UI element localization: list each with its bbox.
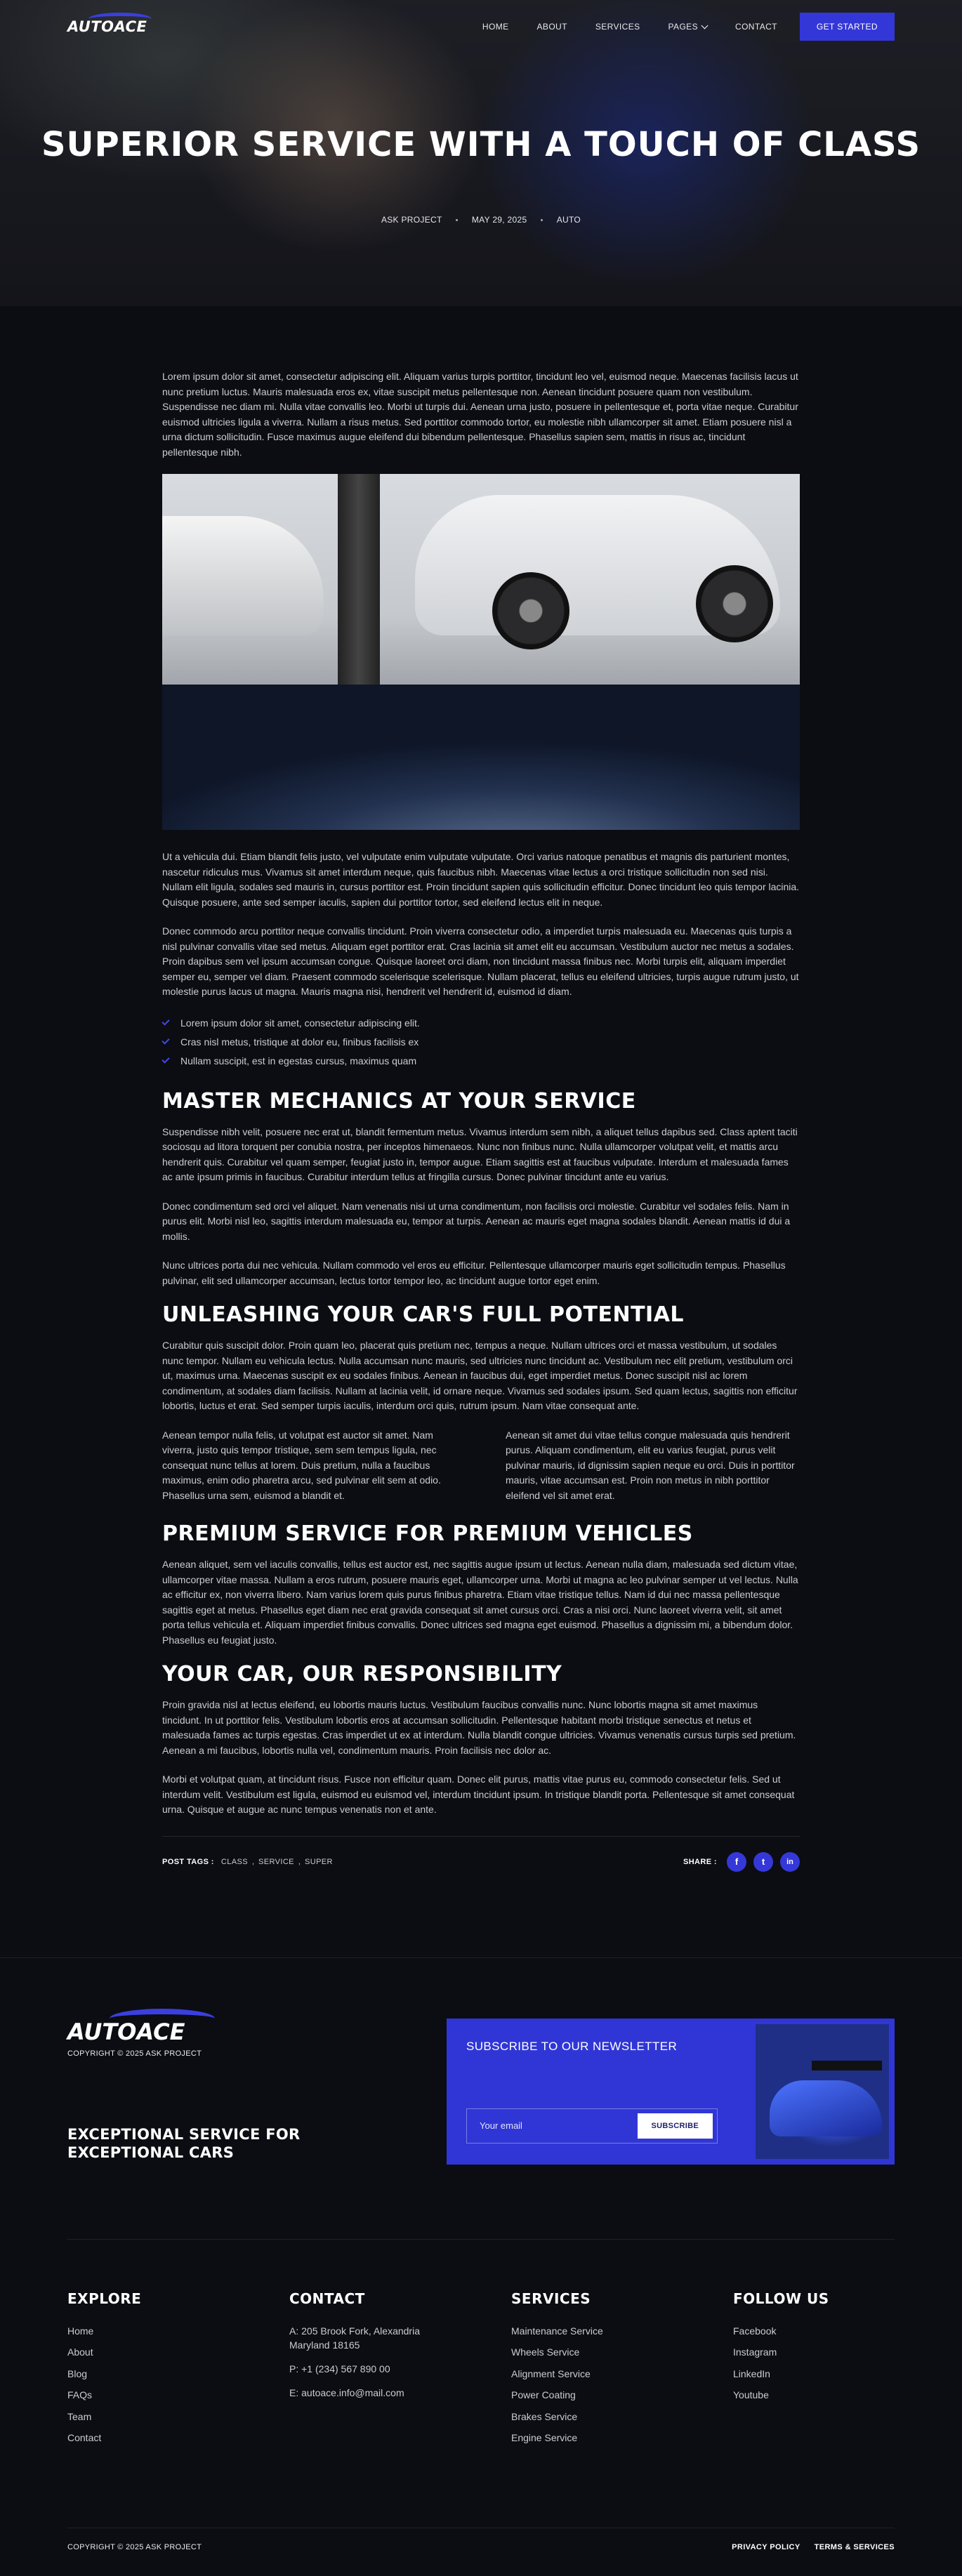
nav-pages[interactable]	[668, 22, 707, 32]
newsletter-car-image	[756, 2024, 889, 2159]
site-logo[interactable]: AUTOACE	[67, 18, 147, 35]
list-item: Nullam suscipit, est in egestas cursus, maximus quam	[162, 1052, 800, 1071]
hero-banner	[0, 0, 962, 306]
section-heading-premium: PREMIUM SERVICE FOR PREMIUM VEHICLES	[162, 1521, 693, 1546]
list-item: Cras nisl metus, tristique at dolor eu, finibus facilisis ex	[162, 1033, 800, 1052]
post-meta	[0, 215, 962, 225]
linkedin-icon[interactable]: in	[780, 1852, 800, 1872]
meta-separator-dot	[541, 219, 543, 221]
newsletter-form	[466, 2108, 718, 2144]
body-paragraph: Proin gravida nisl at lectus eleifend, eu lobortis mauris luctus. Vestibulum faucibus convallis nunc. Nunc lobortis magna sit amet maximus tincidunt. In ut porttitor felis. Vestibulum lobortis eros at accumsan sollicitudin. Pellentesque habitant morbi tristique senectus et netus et malesuada fames ac turpis egestas. Cras imperdiet ut ex at interdum. Nulla blandit congue ultricies. Vivamus venenatis cursus turpis sed pretium. Aenean a mi faucibus, lobortis nulla vel, condimentum mauris. Proin facilisis nec dolor ac.	[162, 1699, 796, 1756]
image-wheel	[696, 565, 773, 642]
footer-address: A: 205 Brook Fork, Alexandria Maryland 18165	[289, 2325, 420, 2351]
post-category[interactable]: AUTO	[556, 215, 581, 225]
meta-separator-dot	[456, 219, 458, 221]
image-spoiler	[812, 2061, 882, 2070]
footer-top	[67, 1958, 895, 2239]
featured-image	[162, 474, 800, 830]
footer-bottom-bar	[67, 2528, 895, 2567]
footer-link-alignment[interactable]: Alignment Service	[511, 2367, 591, 2379]
main-nav	[67, 13, 895, 41]
article-body	[162, 306, 800, 1887]
image-car-left	[162, 516, 324, 635]
body-paragraph: Aenean aliquet, sem vel iaculis convallis, tellus est auctor est, nec sagittis augue ipsum ut lectus. Aenean nulla diam, malesuada sed dictum vitae, ullamcorper vitae massa. Nullam a eros rutrum, posuere mauris eget, ullamcorper urna. Morbi ut magna ac leo pulvinar semper ut vel lectus. Nulla ac efficitur ex, non viverra libero. Nam varius lorem quis purus finibus pharetra. Etiam vitae tristique tellus. Nam id dui nec massa pellentesque sagittis eget at metus. Phasellus eget diam nec erat gravida consequat sit amet cursus orci. Cras a nisi orci. Nunc laoreet viverra velit, sit amet porta tellus vehicula et. Aliquam imperdiet finibus convallis. Donec ultrices sed magna eget euismod. Phasellus a dignissim mi, a bibendum dolor. Phasellus eu feugiat justo.	[162, 1559, 798, 1646]
footer-link-faqs[interactable]: FAQs	[67, 2389, 93, 2400]
image-wheel	[492, 572, 569, 649]
footer-link-wheels[interactable]: Wheels Service	[511, 2346, 580, 2358]
check-icon	[162, 1017, 169, 1025]
footer-phone[interactable]: P: +1 (234) 567 890 00	[289, 2363, 390, 2374]
facebook-icon[interactable]: f	[727, 1852, 746, 1872]
newsletter-email-input[interactable]	[480, 2120, 638, 2131]
footer-email[interactable]: E: autoace.info@mail.com	[289, 2386, 404, 2398]
footer-explore	[67, 2290, 289, 2528]
tag-separator: ,	[251, 1857, 255, 1866]
newsletter-box	[447, 2019, 895, 2165]
post-tags-share-row	[162, 1836, 800, 1887]
body-paragraph: Donec commodo arcu porttitor neque convallis tincidunt. Proin viverra consectetur odio, a imperdiet turpis malesuada eu. Maecenas quis turpis a nisl pulvinar convallis vitae sed metus. Aliquam eget porttitor erat. Cras lacinia sit amet elit eu accumsan. Vestibulum auctor nec metus a sodales. Proin dapibus sem vel ipsum accumsan congue. Quisque laoreet orci diam, non tincidunt massa finibus nec. Morbi turpis elit, aliquam imperdiet semper eu, semper vel diam. Praesent commodo scelerisque scelerisque. Nullam placerat, tellus eu eleifend ultricies, turpis augue rutrum justo, ut molestie purus lacus ut magna. Mauris magna nisi, hendrerit vel hendrerit id, euismod id diam.	[162, 925, 799, 997]
footer-columns	[67, 2240, 895, 2528]
footer-logo[interactable]: AUTOACE	[67, 2019, 185, 2045]
post-tags-label: POST TAGS :	[162, 1857, 214, 1866]
logo-swoosh-icon	[110, 2009, 215, 2028]
footer-legal-links	[732, 2543, 895, 2551]
footer-link-youtube[interactable]: Youtube	[733, 2389, 769, 2400]
intro-paragraph: Lorem ipsum dolor sit amet, consectetur adipiscing elit. Aliquam varius turpis porttitor, tincidunt leo vel, euismod neque. Maecenas facilisis lacus ut nunc pretium luctus. Mauris malesuada eros ex, vitae suscipit metus pellentesque non. Aenean tincidunt posuere quam non vestibulum. Suspendisse nec diam mi. Nulla vitae convallis leo. Morbi ut turpis dui. Aenean urna justo, posuere in pellentesque et, porta vitae neque. Curabitur euismod ultricies ligula a viverra. Nullam a risus metus. Sed porttitor commodo tortor, eu molestie nibh ullamcorper sit amet. Etiam posuere nisl a urna dictum sollicitudin. Fusce maximus augue eleifend dui bibendum pellentesque. Phasellus sapien sem, mattis in risus ac, tincidunt pellentesque nibh.	[162, 371, 798, 458]
body-paragraph: Suspendisse nibh velit, posuere nec erat ut, blandit fermentum metus. Vivamus interdum sem nibh, a aliquet tellus dapibus sed. Class aptent taciti sociosqu ad litora torquent per conubia nostra, per inceptos himenaeos. Nunc non finibus nunc. Nulla ullamcorper volutpat velit, et mattis arcu hendrerit quis. Curabitur vel quam semper, feugiat justo in, tempor augue. Etiam sagittis est at faucibus vulputate. Interdum et malesuada fames ac ante ipsum primis in faucibus. Curabitur interdum tellus at fringilla cursus. Donec pulvinar tincidunt ante eu varius.	[162, 1125, 798, 1182]
footer-link-team[interactable]: Team	[67, 2410, 92, 2422]
list-item: Lorem ipsum dolor sit amet, consectetur adipiscing elit.	[162, 1014, 800, 1033]
terms-services-link[interactable]: TERMS & SERVICES	[814, 2543, 895, 2551]
body-paragraph: Morbi et volutpat quam, at tincidunt risus. Fusce non efficitur quam. Donec elit purus, mattis vitae purus eu, commodo consectetur felis. Sed ut interdum velit. Vestibulum est ligula, euismod eu euismod vel, interdum tincidunt ipsum. In tristique blandit porta. Pellentesque sit amet consequat urna. Quisque et augue ac nunc tempus venenatis non et ante.	[162, 1774, 795, 1815]
column-right-paragraph: Aenean sit amet dui vitae tellus congue malesuada quis hendrerit purus. Aliquam condimentum, elit eu varius feugiat, purus velit pulvinar mauris, id dignissim sapien neque eu orci. Duis in porttitor mauris, vitae accumsan est. Proin non metus in nibh porttitor eleifend vel sit amet erat.	[506, 1429, 795, 1501]
subscribe-button[interactable]: SUBSCRIBE	[638, 2113, 713, 2139]
footer-brand	[67, 2019, 348, 2239]
chevron-down-icon	[701, 22, 709, 29]
page-title: SUPERIOR SERVICE WITH A TOUCH OF CLASS	[41, 125, 921, 164]
footer-link-facebook[interactable]: Facebook	[733, 2325, 777, 2337]
footer-link-brakes[interactable]: Brakes Service	[511, 2410, 578, 2422]
footer-bottom-copyright: COPYRIGHT © 2025 ASK PROJECT	[67, 2543, 202, 2551]
body-paragraph: Nunc ultrices porta dui nec vehicula. Nullam commodo vel eros eu efficitur. Pellentesque ullamcorper mauris eget sollicitudin tempus. Phasellus pulvinar, elit sed ullamcorper accumsan, lectus tortor tempor leo, ac tincidunt augue tortor eget enim.	[162, 1260, 786, 1286]
tag-service[interactable]: SERVICE	[258, 1857, 294, 1866]
footer-link-instagram[interactable]: Instagram	[733, 2346, 777, 2358]
twitter-icon[interactable]: t	[753, 1852, 773, 1872]
footer-follow-title: FOLLOW US	[733, 2290, 829, 2307]
footer-link-power-coating[interactable]: Power Coating	[511, 2389, 576, 2400]
nav-pages-label: PAGES	[668, 22, 698, 32]
body-paragraph: Donec condimentum sed orci vel aliquet. Nam venenatis nisi ut urna condimentum, non facilisis orci molestie. Curabitur vel sodales felis. Nam in purus elit. Morbi nisl leo, sagittis interdum malesuada eu, tempor at turpis. Aenean ac mauris eget magna sodales blandit. Aenean mattis id dui a mollis.	[162, 1200, 791, 1242]
section-heading-master: MASTER MECHANICS AT YOUR SERVICE	[162, 1088, 636, 1114]
feature-checklist	[162, 1014, 800, 1071]
footer-tagline: EXCEPTIONAL SERVICE FOR EXCEPTIONAL CARS	[67, 2125, 301, 2161]
post-author[interactable]: ASK PROJECT	[381, 215, 442, 225]
footer-link-about[interactable]: About	[67, 2346, 93, 2358]
post-date: MAY 29, 2025	[471, 215, 527, 225]
privacy-policy-link[interactable]: PRIVACY POLICY	[732, 2543, 800, 2551]
footer-services-title: SERVICES	[511, 2290, 591, 2307]
share-group	[683, 1852, 800, 1872]
share-label: SHARE :	[683, 1857, 717, 1866]
footer-link-blog[interactable]: Blog	[67, 2367, 88, 2379]
body-paragraph: Curabitur quis suscipit dolor. Proin quam leo, placerat quis pretium nec, tempus a neque. Nullam ultrices orci et massa vestibulum, ut sodales nunc tempor. Nullam eu vehicula lectus. Nulla accumsan nunc mauris, sed ultricies nunc tincidunt ac. Vestibulum nec elit pretium, vestibulum orci ut, maximus urna. Maecenas suscipit ex eu sodales finibus. Aenean in faucibus dui, eget imperdiet metus. Donec suscipit nisl ac lorem condimentum, at sodales diam facilisis. Nullam at lacinia velit, id ornare neque. Vivamus sed sodales ipsum. Sed quam lectus, sagittis non efficitur lobortis, luctus et erat. Sed semper turpis iaculis, interdum orci quis, rutrum ipsum. Nam vitae consequat ante.	[162, 1340, 798, 1411]
footer-link-maintenance[interactable]: Maintenance Service	[511, 2325, 603, 2337]
tag-separator: ,	[298, 1857, 301, 1866]
footer-link-home[interactable]: Home	[67, 2325, 94, 2337]
two-column-text	[162, 1428, 800, 1504]
body-paragraph: Ut a vehicula dui. Etiam blandit felis justo, vel vulputate enim vulputate vulputate. Orci varius natoque penatibus et magnis dis parturient montes, nascetur ridiculus mus. Vivamus sit amet interdum neque, quis faucibus nibh. Maecenas vitae lectus a orci tristique sollicitudin non sed nisi. Nullam elit ligula, sodales sed mauris in, cursus porttitor est. Proin tincidunt sapien quis sollicitudin efficitur. Donec tincidunt leo quis tempor lacinia. Quisque posuere, ante sed semper iaculis, sapien dui porttitor tortor, sed eleifend lectus elit in neque.	[162, 851, 800, 908]
nav-about[interactable]: ABOUT	[536, 22, 567, 32]
nav-contact[interactable]: CONTACT	[735, 22, 777, 32]
site-footer	[0, 1957, 962, 2567]
logo-swoosh-icon	[88, 13, 152, 25]
section-heading-unleash: UNLEASHING YOUR CAR'S FULL POTENTIAL	[162, 1302, 685, 1327]
check-icon	[162, 1055, 169, 1063]
footer-link-contact[interactable]: Contact	[67, 2432, 102, 2443]
image-blue-car	[770, 2080, 882, 2136]
footer-copyright: COPYRIGHT © 2025 ASK PROJECT	[67, 2049, 202, 2058]
image-blue-car-hood	[162, 685, 800, 830]
tag-class[interactable]: CLASS	[220, 1857, 248, 1866]
footer-link-linkedin[interactable]: LinkedIn	[733, 2367, 770, 2379]
nav-services[interactable]: SERVICES	[595, 22, 640, 32]
nav-home[interactable]: HOME	[482, 22, 509, 32]
footer-follow	[733, 2290, 895, 2528]
section-heading-responsibility: YOUR CAR, OUR RESPONSIBILITY	[162, 1662, 562, 1686]
footer-contact-title: CONTACT	[289, 2290, 365, 2307]
footer-explore-title: EXPLORE	[67, 2290, 142, 2307]
column-left-paragraph: Aenean tempor nulla felis, ut volutpat est auctor sit amet. Nam viverra, justo quis tempor tristique, sem sem tempus ligula, nec consequat nunc tellus at lorem. Duis pretium, nulla a faucibus maximus, enim odio pharetra arcu, sed pulvinar elit sem at odio. Phasellus urna sem, euismod a blandit et.	[162, 1429, 441, 1501]
footer-contact	[289, 2290, 511, 2528]
footer-link-engine[interactable]: Engine Service	[511, 2432, 578, 2443]
newsletter-title: SUBSCRIBE TO OUR NEWSLETTER	[466, 2039, 678, 2053]
check-icon	[162, 1036, 169, 1044]
tag-super[interactable]: SUPER	[304, 1857, 333, 1866]
footer-services	[511, 2290, 733, 2528]
get-started-button[interactable]: GET STARTED	[800, 13, 895, 41]
